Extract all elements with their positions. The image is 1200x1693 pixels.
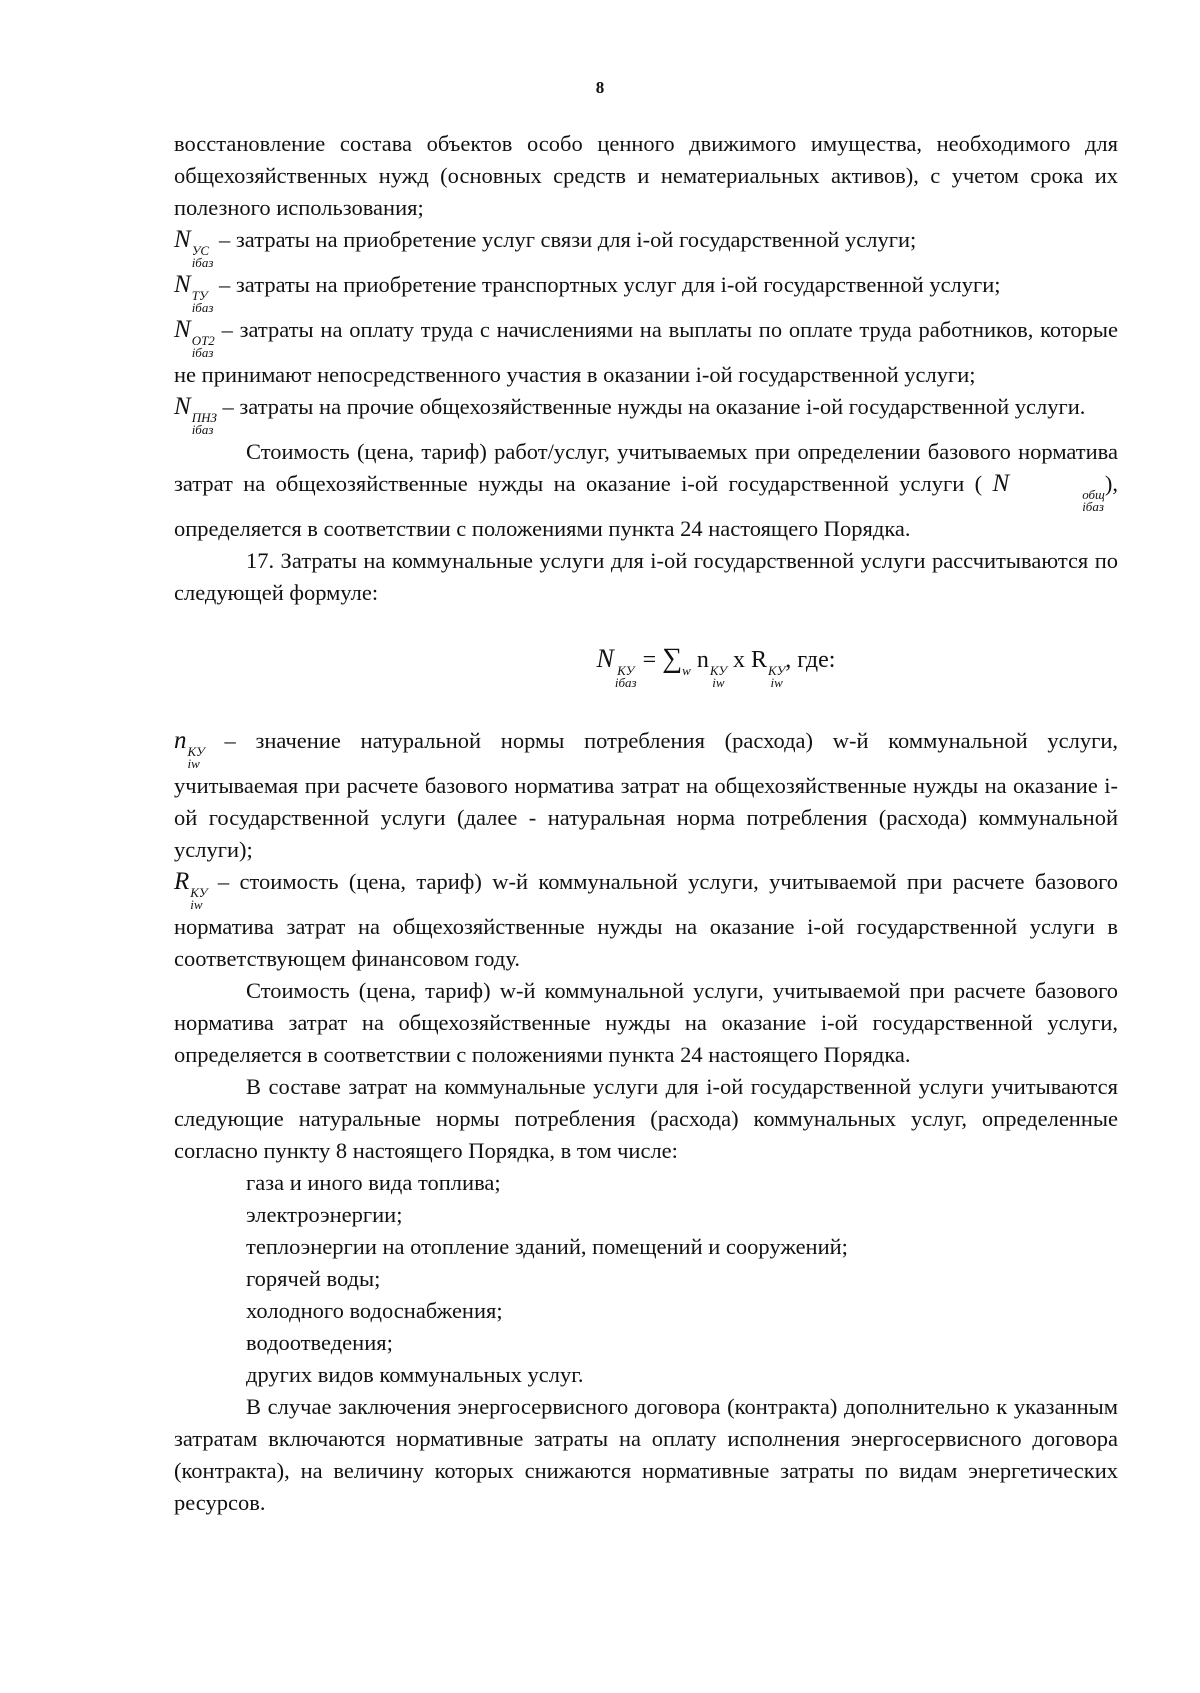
formula-where: , где: [785, 647, 836, 673]
symbol-sub: iбаз [191, 345, 214, 360]
symbol-r-ku [174, 868, 218, 912]
formula-r-sup: КУ [768, 663, 786, 678]
symbol-n-pnz [174, 393, 223, 437]
symbol-sub: iбаз [1082, 499, 1104, 514]
symbol-n-us [174, 226, 219, 270]
term-text: – затраты на приобретение транспортных услуг для i-ой государственной услуги; [219, 272, 1001, 297]
symbol-sub: iw [187, 756, 200, 771]
document-body [174, 128, 1118, 1519]
formula-n-sup: КУ [709, 663, 728, 678]
symbol-indices [192, 412, 217, 436]
formula-r-sub: iw [770, 675, 783, 690]
formula-r-indices [768, 665, 785, 689]
formula-lhs-indices [615, 665, 637, 689]
page-number: 8 [595, 78, 605, 97]
symbol-sup: ОТ2 [191, 333, 215, 348]
symbol-sup: УС [191, 243, 210, 258]
symbol-n-tu [174, 271, 219, 315]
symbol-sup: ТУ [191, 288, 208, 303]
formula-equals: = [642, 647, 657, 673]
symbol-base: R [174, 868, 190, 895]
symbol-sup: общ [1082, 487, 1105, 502]
formula-lhs-sup: КУ [617, 663, 635, 678]
symbol-base: N [174, 393, 191, 420]
paragraph-cost-communal: Стоимость (цена, тариф) w-й коммунальной услуги, учитываемой при расчете базового норматива затрат на общехозяйственные нужды на оказание i-ой государственной услуги, определяется в соответствии с положениями пункта 24 настоящего Порядка. [174, 978, 1118, 1067]
symbol-base: N [992, 470, 1010, 497]
term-text: – затраты на прочие общехозяйственные нужды на оказание i-ой государственной услуги. [222, 394, 1086, 419]
term-ot2 [174, 314, 1118, 391]
formula-n-indices [710, 665, 727, 689]
cost-text-a: Стоимость (цена, тариф) работ/услуг, учитываемых при определении базового норматива затрат на общехозяйственные нужды на оказание i-ой государственной услуги ( [174, 439, 1118, 496]
formula-times: x [733, 647, 746, 673]
term-text: – затраты на приобретение услуг связи для i-ой государственной услуги; [219, 227, 917, 252]
list-item: водоотведения; [246, 1330, 393, 1355]
list-item: холодного водоснабжения; [246, 1298, 503, 1323]
term-text: – затраты на оплату труда с начислениями на выплаты по оплате труда работников, которые не принимают непосредственного участия в оказании i-ой государственной услуги; [174, 317, 1118, 387]
symbol-sub: iбаз [191, 422, 214, 437]
term-pnz [174, 391, 1118, 436]
formula-sigma: ∑ [662, 643, 683, 674]
term-n-ku [174, 725, 1118, 866]
list-item: газа и иного вида топлива; [246, 1170, 501, 1195]
formula-lhs-sub: iбаз [614, 675, 637, 690]
formula-n-sub: iw [712, 675, 725, 690]
list-item: других видов коммунальных услуг. [246, 1362, 584, 1387]
symbol-sub: iw [190, 897, 203, 912]
symbol-base: n [174, 727, 187, 754]
term-tu [174, 269, 1118, 314]
paragraph-17: 17. Затраты на коммунальные услуги для i-ой государственной услуги рассчитываются по следующей формуле: [174, 548, 1118, 605]
formula-lhs: N [596, 644, 614, 673]
paragraph-continuation: восстановление состава объектов особо ценного движимого имущества, необходимого для общехозяйственных нужд (основных средств и нематериальных активов), с учетом срока их полезного использования; [174, 131, 1118, 220]
cost-text-b: ), определяется в соответствии с положениями пункта 24 настоящего Порядка. [174, 471, 1118, 541]
symbol-sup: ПНЗ [191, 410, 217, 425]
symbol-indices [192, 335, 215, 359]
symbol-indices [1010, 489, 1105, 513]
symbol-indices [188, 746, 205, 770]
symbol-sup: КУ [190, 885, 208, 900]
list-item: электроэнергии; [246, 1202, 403, 1227]
symbol-sub: iбаз [191, 255, 214, 270]
symbol-indices [192, 290, 214, 314]
list-item: теплоэнергии на отопление зданий, помещений и сооружений; [246, 1234, 848, 1259]
formula-sigma-sub: w [682, 663, 691, 678]
term-us [174, 224, 1118, 269]
term-r-ku [174, 866, 1118, 975]
term-text: – значение натуральной нормы потребления (расхода) w-й коммунальной услуги, учитываемая при расчете базового норматива затрат на общехозяйственные нужды на оказание i-ой государственной услуги (далее - натуральная норма потребления (расхода) коммунальной услуги); [174, 728, 1118, 862]
utilities-list [174, 1167, 1118, 1391]
paragraph-cost [174, 436, 1118, 545]
symbol-indices [192, 245, 214, 269]
term-text: – стоимость (цена, тариф) w-й коммунальной услуги, учитываемой при расчете базового норматива затрат на общехозяйственные нужды на оказание i-ой государственной услуги в соответствующем финансовом году. [174, 869, 1119, 971]
formula-n: n [696, 647, 709, 673]
symbol-base: N [174, 271, 191, 298]
symbol-n-ku [174, 727, 224, 771]
symbol-base: N [174, 226, 191, 253]
symbol-indices [190, 887, 207, 911]
list-item: горячей воды; [246, 1266, 381, 1291]
symbol-sub: iбаз [191, 300, 214, 315]
symbol-base: N [174, 316, 191, 343]
symbol-n-ot2 [174, 316, 222, 360]
formula-r: R [751, 647, 768, 673]
paragraph-list-intro: В составе затрат на коммунальные услуги для i-ой государственной услуги учитываются следующие натуральные нормы потребления (расхода) коммунальных услуг, определенные согласно пункту 8 настоящего Порядка, в том числе: [174, 1074, 1118, 1163]
symbol-sup: КУ [187, 744, 205, 759]
formula-communal [174, 639, 1118, 691]
paragraph-energy-service: В случае заключения энергосервисного договора (контракта) дополнительно к указанным затратам включаются нормативные затраты на оплату исполнения энергосервисного договора (контракта), на величину которых снижаются нормативные затраты по видам энергетических ресурсов. [174, 1394, 1118, 1515]
